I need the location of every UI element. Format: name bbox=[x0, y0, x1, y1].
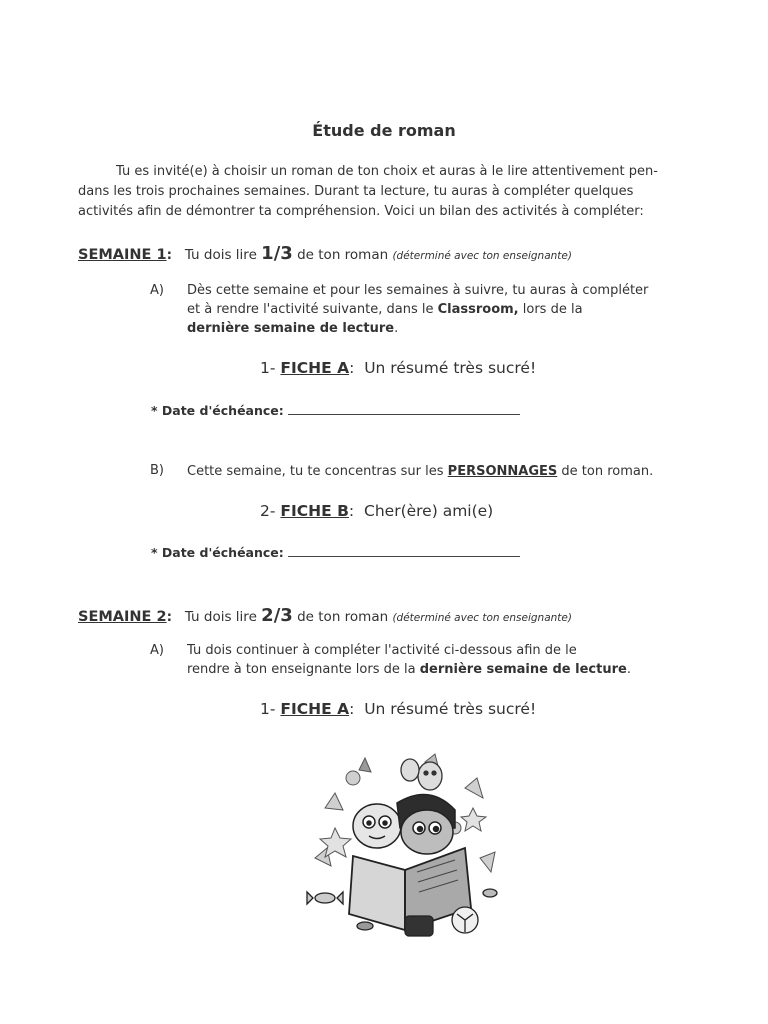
week1-heading bbox=[78, 243, 572, 264]
week1-read-prefix: Tu dois lire bbox=[184, 247, 257, 263]
week2-item-a-text: Tu dois continuer à compléter l'activité ci-dessous afin de le rendre à ton enseignante lors de la dernière semaine de lecture. bbox=[187, 643, 631, 677]
due-date-line[interactable] bbox=[288, 545, 520, 557]
week2-note: (déterminé avec ton enseignante) bbox=[392, 612, 572, 624]
week1-label: SEMAINE 1 bbox=[78, 247, 167, 263]
week2-fiche-a: 1- FICHE A: Un résumé très sucré! bbox=[260, 700, 537, 718]
due-date-line[interactable] bbox=[288, 403, 520, 415]
week1-item-a-line1: Dès cette semaine et pour les semaines à suivre, tu auras à compléter bbox=[187, 283, 649, 298]
week1-due-date-b: * Date d'échéance: bbox=[151, 545, 520, 560]
intro-line-1: Tu es invité(e) à choisir un roman de ton choix et auras à le lire attentivement pen- bbox=[116, 164, 658, 179]
week1-item-b-text: Cette semaine, tu te concentras sur les PERSONNAGES de ton roman. bbox=[187, 464, 654, 479]
week1-item-b-letter: B) bbox=[150, 463, 164, 478]
classroom-bold: Classroom, bbox=[437, 302, 519, 317]
week1-due-date-a: * Date d'échéance: bbox=[151, 403, 520, 418]
week1-fiche-a: 1- FICHE A: Un résumé très sucré! bbox=[260, 359, 537, 377]
fiche-a-label: FICHE A bbox=[280, 359, 350, 377]
week1-item-a-line2: et à rendre l'activité suivante, dans le Classroom, lors de la bbox=[187, 302, 583, 317]
week1-item-a-line3: dernière semaine de lecture. bbox=[187, 321, 399, 336]
page-title: Étude de roman bbox=[312, 121, 456, 140]
fiche-b-label: FICHE B bbox=[280, 502, 349, 520]
week1-read-suffix: de ton roman bbox=[297, 247, 389, 263]
week1-fiche-b: 2- FICHE B: Cher(ère) ami(e) bbox=[260, 502, 494, 520]
week2-item-a-letter: A) bbox=[150, 643, 164, 658]
fiche-a-title: Un résumé très sucré! bbox=[364, 359, 537, 377]
week1-note: (déterminé avec ton enseignante) bbox=[392, 250, 572, 262]
intro-paragraph bbox=[78, 162, 738, 222]
kids-reading-book-icon bbox=[305, 748, 505, 953]
week1-fraction: 1/3 bbox=[261, 243, 293, 264]
week2-heading: SEMAINE 2: Tu dois lire 2/3 de ton roman (déterminé avec ton enseignante) bbox=[78, 605, 572, 626]
fiche-b-title: Cher(ère) ami(e) bbox=[364, 502, 494, 520]
intro-line-2: dans les trois prochaines semaines. Durant ta lecture, tu auras à compléter quelques bbox=[78, 184, 634, 199]
week1-item-a-text bbox=[187, 281, 648, 338]
intro-line-3: activités afin de démontrer ta compréhension. Voici un bilan des activités à compléter: bbox=[78, 204, 644, 219]
week2-label: SEMAINE 2 bbox=[78, 609, 167, 625]
week1-colon: : bbox=[166, 247, 172, 263]
personnages-bold: PERSONNAGES bbox=[447, 464, 558, 479]
week2-fraction: 2/3 bbox=[261, 605, 293, 626]
week1-item-a-letter: A) bbox=[150, 283, 164, 298]
